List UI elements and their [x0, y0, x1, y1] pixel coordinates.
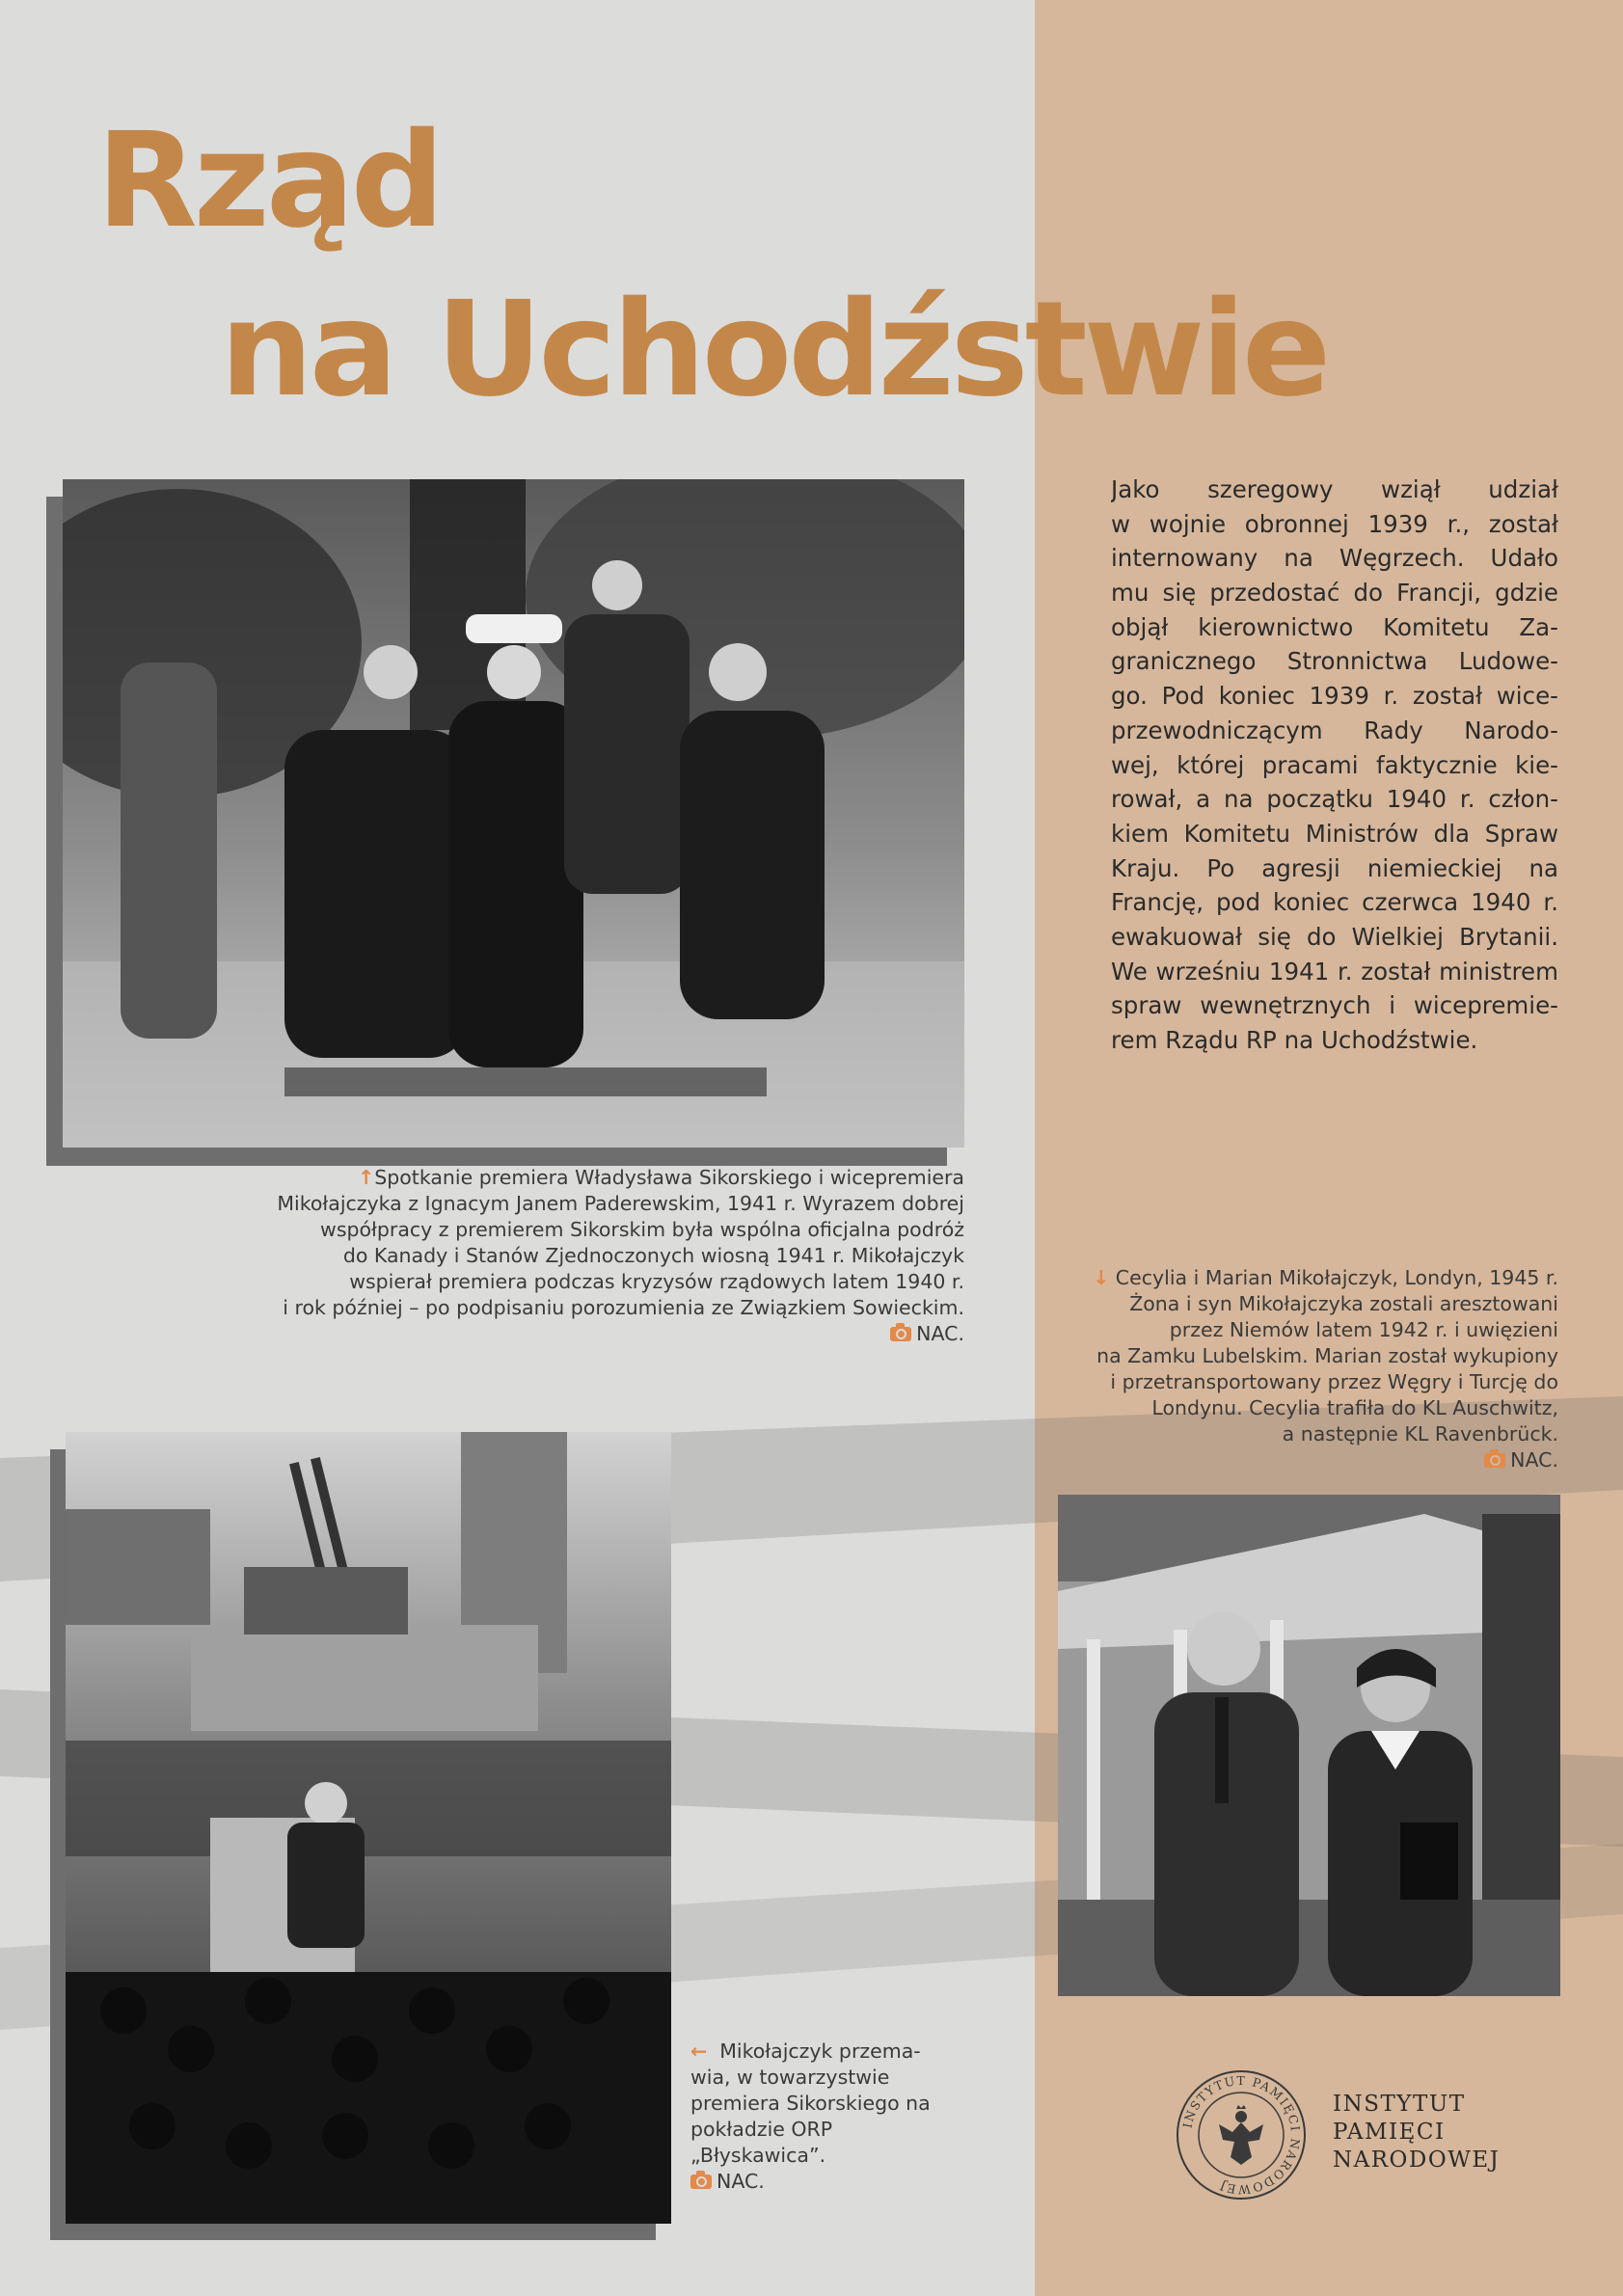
svg-text:INSTYTUT PAMIĘCI NARODOWEJ: INSTYTUT PAMIĘCI NARODOWEJ — [1179, 2072, 1304, 2198]
caption-line: ← Mikołajczyk przema- — [690, 2039, 921, 2063]
ipn-logo-text — [1333, 2091, 1500, 2174]
caption-line: współpracy z premierem Sikorskim była wspólna oficjalna podróż — [320, 1218, 964, 1241]
bio-line: rem Rządu RP na Uchodźstwie. — [1111, 1026, 1478, 1054]
caption-line: Londynu. Cecylia trafiła do KL Auschwitz, — [1151, 1396, 1558, 1419]
camera-icon — [890, 1327, 911, 1341]
bio-line: mu się przedostać do Francji, gdzie — [1111, 579, 1558, 608]
bio-line: Jako szeregowy wziął udział — [1111, 475, 1558, 503]
caption-line: i rok później – po podpisaniu porozumienia ze Związkiem Sowieckim. — [283, 1296, 964, 1319]
photo-credit: NAC. — [1093, 1447, 1558, 1473]
bio-line: w wojnie obronnej 1939 r., został — [1111, 509, 1558, 538]
photo-credit: NAC. — [690, 2169, 931, 2195]
bio-line: granicznego Stronnictwa Ludowe- — [1111, 647, 1558, 676]
caption-line: Mikołajczyka z Ignacym Janem Paderewskim, 1941 r. Wyrazem dobrej — [277, 1192, 964, 1215]
photo-warship-speech — [50, 1432, 671, 2240]
caption-line: wspierał premiera podczas kryzysów rządowych latem 1940 r. — [349, 1270, 964, 1293]
photo-paderewski-meeting — [46, 479, 964, 1166]
caption-line: ↓ Cecylia i Marian Mikołajczyk, Londyn, 1945 r. — [1093, 1266, 1558, 1289]
bio-line: Francję, pod koniec czerwca 1940 r. — [1111, 888, 1558, 917]
photo-image — [66, 1432, 671, 2224]
bio-line: go. Pod koniec 1939 r. został wice- — [1111, 682, 1558, 711]
bio-line: rował, a na początku 1940 r. człon- — [1111, 785, 1558, 814]
logo-line: INSTYTUT — [1333, 2092, 1466, 2117]
bio-line: We wrześniu 1941 r. został ministrem — [1111, 957, 1558, 986]
bio-line: objął kierownictwo Komitetu Za- — [1111, 612, 1558, 641]
bio-line: Kraju. Po agresji niemieckiej na — [1111, 853, 1558, 882]
logo-line: PAMIĘCI — [1333, 2120, 1446, 2145]
arrow-up-icon: ↑ — [358, 1166, 375, 1189]
logo-line: NARODOWEJ — [1333, 2147, 1501, 2173]
bio-line: internowany na Węgrzech. Udało — [1111, 544, 1558, 573]
bio-line: spraw wewnętrznych i wicepremie- — [1111, 991, 1558, 1020]
caption-line: pokładzie ORP — [690, 2118, 833, 2141]
caption-line: do Kanady i Stanów Zjednoczonych wiosną 1941 r. Mikołajczyk — [342, 1244, 964, 1267]
caption-line: premiera Sikorskiego na — [690, 2092, 931, 2115]
title-line-2: na Uchodźstwie — [220, 274, 1328, 426]
photo-cecylia-marian — [1058, 1495, 1560, 1996]
title-line-1: Rząd — [96, 105, 442, 257]
caption-line: na Zamku Lubelskim. Marian został wykupiony — [1096, 1344, 1558, 1367]
camera-icon — [1484, 1453, 1505, 1468]
ipn-logo-emblem — [1175, 2068, 1308, 2201]
caption-line: wia, w towarzystwie — [690, 2066, 890, 2089]
arrow-down-icon: ↓ — [1093, 1266, 1110, 1289]
photo-image — [63, 479, 964, 1148]
bio-line: kiem Komitetu Ministrów dla Spraw — [1111, 819, 1558, 848]
caption-line: „Błyskawica”. — [690, 2144, 826, 2167]
arrow-left-icon: ← — [690, 2039, 708, 2063]
caption-line: Żona i syn Mikołajczyka zostali aresztowani — [1129, 1292, 1558, 1315]
bio-line: przewodniczącym Rady Narodo- — [1111, 716, 1558, 744]
caption-paderewski — [277, 1165, 964, 1347]
caption-line: a następnie KL Ravenbrück. — [1282, 1422, 1558, 1445]
caption-line: przez Niemów latem 1942 r. i uwięzieni — [1169, 1318, 1558, 1341]
bio-line: wej, której pracami faktycznie kie- — [1111, 750, 1558, 779]
bio-line: ewakuował się do Wielkiej Brytanii. — [1111, 922, 1558, 951]
caption-family — [1093, 1265, 1558, 1473]
caption-ship — [690, 2039, 931, 2195]
camera-icon — [690, 2174, 712, 2189]
caption-line: ↑Spotkanie premiera Władysława Sikorskiego i wicepremiera — [358, 1166, 964, 1189]
photo-credit: NAC. — [277, 1321, 964, 1347]
caption-line: i przetransportowany przez Węgry i Turcję do — [1110, 1370, 1558, 1393]
biography-text — [1111, 473, 1558, 1058]
